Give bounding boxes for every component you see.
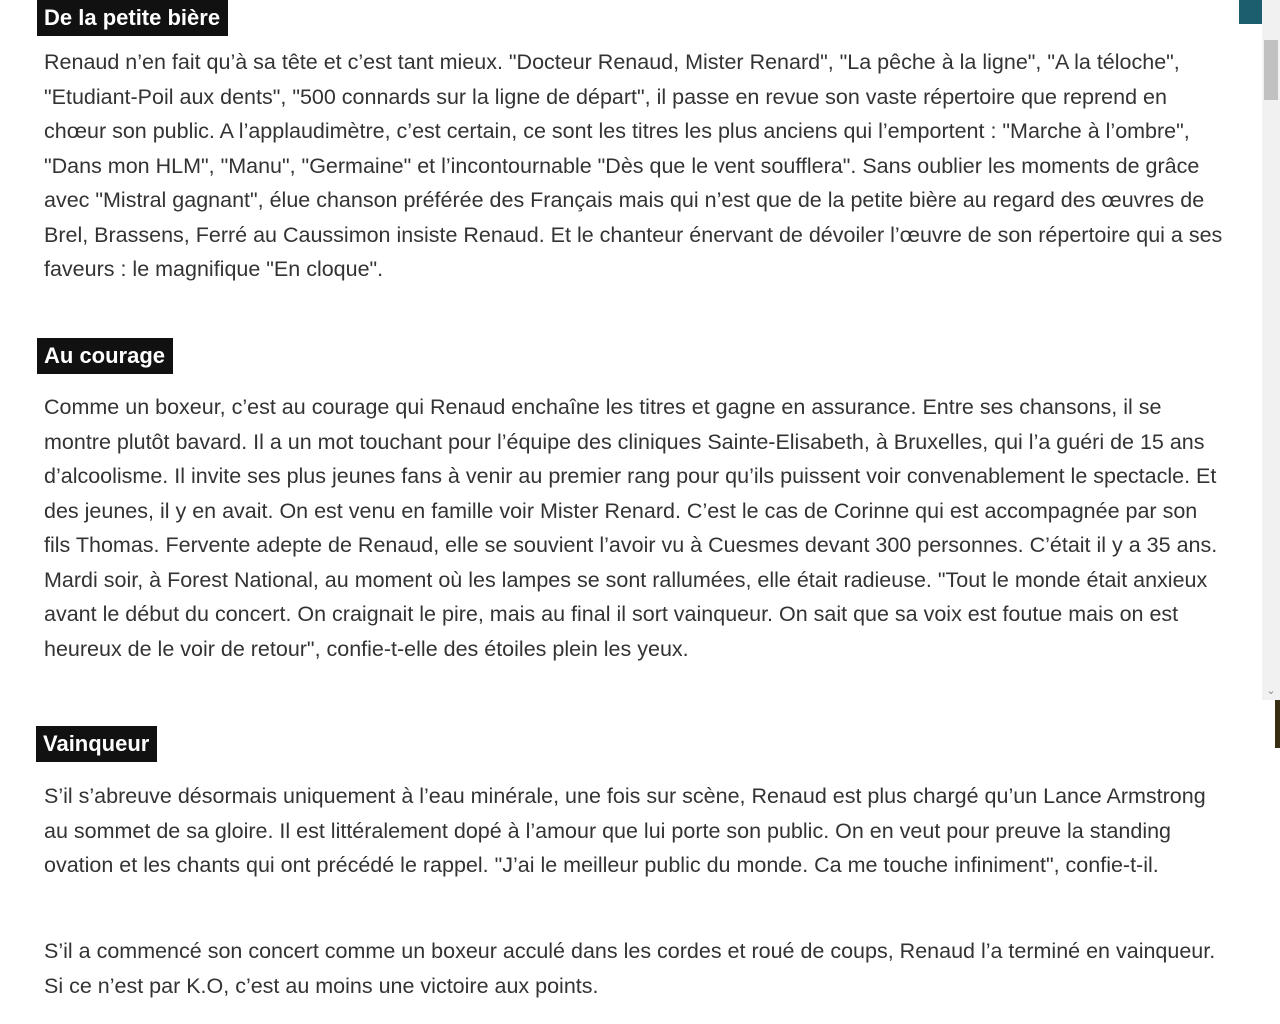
paragraph-au-courage: Comme un boxeur, c’est au courage qui Renaud enchaîne les titres et gagne en assurance. Entre ses chansons, il se montre plutôt bavard. Il a un mot touchant pour l’équipe des cliniques Sainte-Elisabeth, à Bruxelles, qui l’a guéri de 15 ans d’alcoolisme. Il invite ses plus jeunes fans à venir au premier rang pour qu’ils puissent voir convenablement le spectacle. Et des jeunes, il y en avait. On est venu en famille voir Mister Renard. C’est le cas de Corinne qui est accompagnée par son fils Thomas. Fervente adepte de Renaud, elle se souvient l’avoir vu à Cuesmes devant 300 personnes. C’était il y a 35 ans. Mardi soir, à Forest National, au moment où les lampes se sont rallumées, elle était radieuse. "Tout le monde était anxieux avant le début du concert. On craignait le pire, mais au final il sort vainqueur. On sait que sa voix est foutue mais on est heureux de le voir de retour", confie-t-elle des étoiles plein les yeux. (44, 395, 1218, 661)
paragraph-petite-biere: Renaud n’en fait qu’à sa tête et c’est tant mieux. "Docteur Renaud, Mister Renard", "La pêche à la ligne", "A la téloche", "Etudiant-Poil aux dents", "500 connards sur la ligne de départ", il passe en revue son vaste répertoire que reprend en chœur son public. A l’applaudimètre, c’est certain, ce sont les titres les plus anciens qui l’emportent : "Marche à l’ombre", "Dans mon HLM", "Manu", "Germaine" et l’incontournable "Dès que le vent soufflera". Sans oublier les moments de grâce avec "Mistral gagnant", élue chanson préférée des Français mais qui n’est que de la petite bière au regard des œuvres de Brel, Brassens, Ferré au Caussimon insiste Renaud. Et le chanteur énervant de dévoiler l’œuvre de son répertoire qui a ses faveurs : le magnifique "En cloque". (44, 50, 1223, 281)
paragraph-vainqueur-2: S’il a commencé son concert comme un boxeur acculé dans les cordes et roué de coups, Renaud l’a terminé en vainqueur. Si ce n’est par K.O, c’est au moins une victoire aux points. (44, 939, 1216, 998)
chevron-down-icon[interactable]: ⌄ (1266, 685, 1276, 697)
side-tab[interactable] (1239, 0, 1262, 24)
section-heading-vainqueur: Vainqueur (36, 726, 157, 762)
section-heading-au-courage: Au courage (37, 338, 173, 374)
scroll-thumb[interactable] (1264, 40, 1278, 100)
section-heading-petite-biere: De la petite bière (37, 0, 228, 36)
scrollbar[interactable] (1262, 0, 1280, 700)
paragraph-vainqueur-1: S’il s’abreuve désormais uniquement à l’eau minérale, une fois sur scène, Renaud est plus chargé qu’un Lance Armstrong au sommet de sa gloire. Il est littéralement dopé à l’amour que lui porte son public. On en veut pour preuve la standing ovation et les chants qui ont précédé le rappel. "J’ai le meilleur public du monde. Ca me touche infiniment", confie-t-il. (44, 784, 1206, 877)
side-panel-edge (1275, 700, 1280, 748)
